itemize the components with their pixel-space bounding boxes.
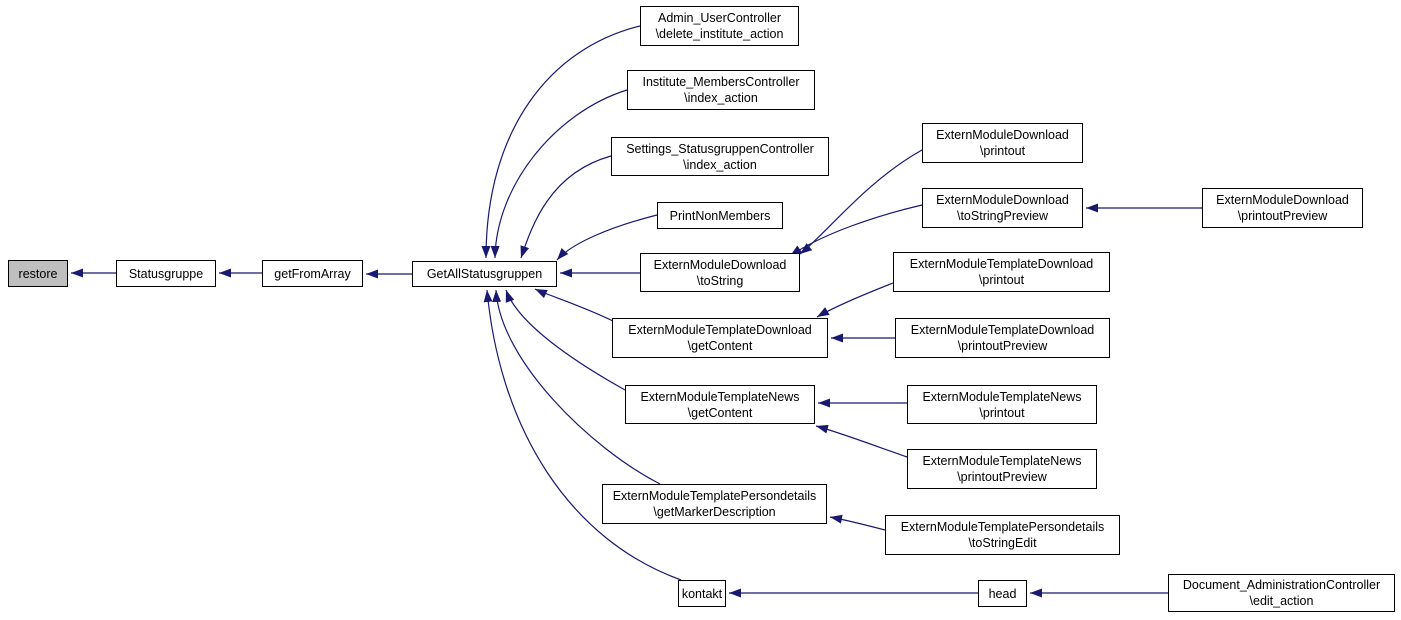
- node-document-administrationcontroller-edit-action[interactable]: [1168, 574, 1395, 612]
- edge-externmoduletemplatenews-printoutpreview-to-externmoduletemplatenews-getcontent: [816, 426, 907, 457]
- node-admin-usercontroller-delete-institute-action[interactable]: [640, 6, 799, 46]
- node-label-line: \getContent: [687, 339, 753, 353]
- node-externmoduletemplatepersondetails-tostringedit[interactable]: [885, 515, 1120, 555]
- node-externmoduletemplatenews-getcontent[interactable]: [625, 385, 815, 424]
- node-externmoduletemplatenews-printoutpreview[interactable]: [907, 449, 1097, 489]
- node-label-line: \index_action: [684, 91, 758, 105]
- edge-externmoduletemplatedownload-printout-to-externmoduletemplatedownload-getcontent: [817, 283, 893, 317]
- node-label-line: \printout: [978, 273, 1025, 287]
- node-restore: [8, 260, 68, 287]
- node-label-line: ExternModuleTemplatePersondetails: [612, 489, 817, 503]
- node-statusgruppe[interactable]: [116, 260, 216, 287]
- node-label-line: Institute_MembersController: [642, 75, 800, 89]
- node-label-line: ExternModuleTemplatePersondetails: [900, 520, 1105, 534]
- node-label-line: ExternModuleTemplateNews: [640, 389, 800, 404]
- node-externmoduledownload-printout[interactable]: [922, 123, 1083, 163]
- node-label-line: ExternModuleDownload: [1216, 193, 1349, 207]
- node-label-line: ExternModuleTemplateDownload: [910, 323, 1095, 337]
- node-externmoduledownload-tostring[interactable]: [640, 253, 800, 292]
- node-label-line: Settings_StatusgruppenController: [626, 141, 814, 156]
- node-externmoduletemplatedownload-printout[interactable]: [893, 252, 1110, 292]
- node-settings-statusgruppencontroller-index-action[interactable]: [611, 137, 829, 176]
- node-externmoduledownload-printoutpreview[interactable]: [1202, 188, 1363, 228]
- node-label-line: \toStringEdit: [968, 536, 1037, 550]
- node-label-line: \edit_action: [1249, 594, 1314, 608]
- node-label-line: ExternModuleTemplateDownload: [909, 257, 1094, 271]
- node-label-line: \printoutPreview: [1237, 209, 1328, 223]
- node-label-line: ExternModuleDownload: [936, 128, 1069, 142]
- node-printnonmembers[interactable]: [657, 202, 783, 229]
- node-label-line: ExternModuleDownload: [936, 193, 1069, 207]
- edge-institute-memberscontroller-index-action-to-getallstatusgruppen: [495, 90, 627, 258]
- node-label-line: ExternModuleDownload: [653, 257, 787, 272]
- node-externmoduletemplatedownload-getcontent[interactable]: [612, 318, 828, 358]
- edge-settings-statusgruppencontroller-index-action-to-getallstatusgruppen: [521, 156, 611, 258]
- node-label-line: Statusgruppe: [128, 266, 204, 281]
- node-label-line: \printoutPreview: [957, 470, 1047, 484]
- node-label-line: \getContent: [687, 405, 753, 420]
- node-label-line: PrintNonMembers: [669, 208, 771, 223]
- node-label-line: head: [988, 586, 1017, 601]
- node-label-line: Admin_UserController: [658, 11, 781, 25]
- node-externmoduledownload-tostringpreview[interactable]: [922, 188, 1083, 228]
- node-label-line: \printout: [979, 144, 1026, 158]
- node-label-line: restore: [18, 266, 58, 281]
- node-label-line: kontakt: [681, 586, 723, 601]
- node-label-line: Document_AdministrationController: [1182, 578, 1381, 592]
- node-label-line: ExternModuleTemplateNews: [922, 389, 1082, 404]
- node-label-line: \printoutPreview: [957, 339, 1048, 353]
- edge-externmoduletemplatepersondetails-tostringedit-to-externmoduletemplatepersondetails-getmarkerdescription: [830, 517, 885, 530]
- node-institute-memberscontroller-index-action[interactable]: [627, 70, 815, 110]
- node-getfromarray[interactable]: [262, 260, 363, 287]
- node-head[interactable]: [978, 580, 1027, 607]
- node-externmoduletemplatepersondetails-getmarkerdescription[interactable]: [602, 484, 827, 524]
- node-label-line: \index_action: [683, 157, 757, 172]
- node-label-line: ExternModuleTemplateNews: [922, 454, 1082, 468]
- node-getallstatusgruppen[interactable]: [412, 261, 557, 287]
- edge-externmoduletemplatedownload-getcontent-to-getallstatusgruppen: [535, 289, 613, 321]
- node-label-line: ExternModuleTemplateDownload: [628, 323, 812, 337]
- node-externmoduletemplatedownload-printoutpreview[interactable]: [895, 318, 1110, 358]
- node-kontakt[interactable]: [678, 580, 726, 607]
- node-label-line: \printout: [979, 405, 1025, 420]
- node-label-line: GetAllStatusgruppen: [426, 267, 543, 281]
- node-label-line: \toString: [696, 273, 744, 288]
- node-label-line: \toStringPreview: [956, 209, 1048, 223]
- edge-externmoduletemplatenews-getcontent-to-getallstatusgruppen: [506, 290, 625, 390]
- node-label-line: \delete_institute_action: [655, 27, 784, 41]
- node-externmoduletemplatenews-printout[interactable]: [907, 385, 1097, 424]
- node-label-line: getFromArray: [274, 266, 351, 281]
- node-label-line: \getMarkerDescription: [653, 505, 776, 519]
- edge-externmoduledownload-tostringpreview-to-externmoduledownload-tostring: [790, 205, 922, 256]
